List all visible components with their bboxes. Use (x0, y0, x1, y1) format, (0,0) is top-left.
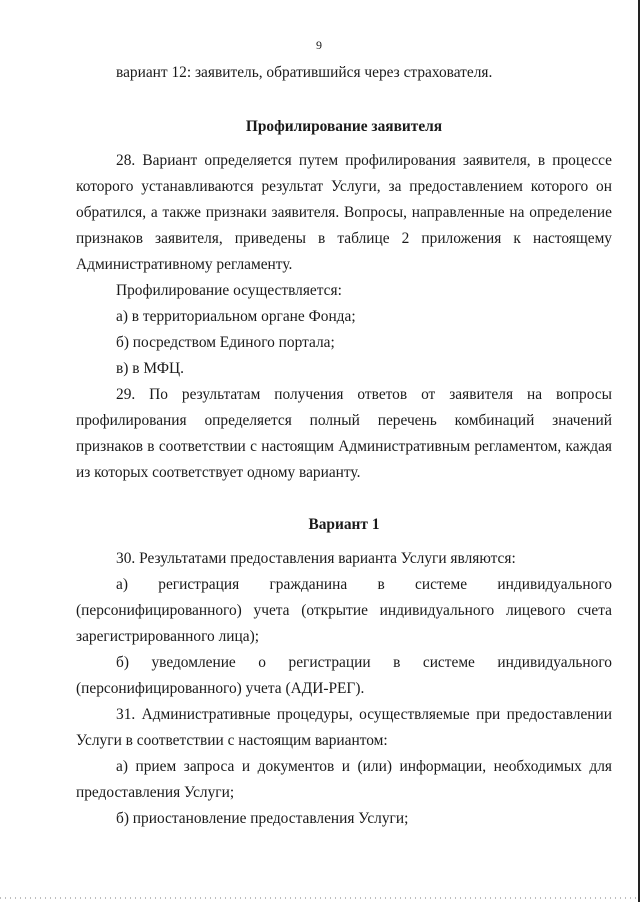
section-heading-profiling: Профилирование заявителя (245, 118, 443, 135)
paragraph-30: 30. Результатами предоставления варианта Услуги являются: (116, 550, 516, 567)
document-body (76, 60, 612, 832)
scan-edge-noise (0, 897, 638, 899)
paragraph-31: 31. Административные процедуры, осуществляемые при предоставлении Услуги в соответствии с настоящим вариантом: (76, 706, 612, 749)
profiling-item-a: а) в территориальном органе Фонда; (116, 308, 356, 325)
paragraph-29: 29. По результатам получения ответов от заявителя на вопросы профилирования определяется полный перечень комбинаций значений признаков в соответствии с настоящим Административным регламентом, каждая из которых соответствует одному варианту. (76, 386, 612, 481)
page-number: 9 (316, 38, 322, 52)
paragraph-31-item-b: б) приостановление предоставления Услуги; (116, 810, 409, 827)
paragraph-30-item-a: а) регистрация гражданина в системе индивидуального (персонифицированного) учета (открытие индивидуального лицевого счета зарегистрированного лица); (76, 576, 612, 645)
profiling-item-c: в) в МФЦ. (116, 360, 184, 377)
paragraph-28: 28. Вариант определяется путем профилирования заявителя, в процессе которого устанавливаются результат Услуги, за предоставлением которого он обратился, а также признаки заявителя. Вопросы, направленные на определение признаков заявителя, приведены в таблице 2 приложения к настоящему Административному регламенту. (76, 152, 612, 273)
paragraph-31-item-a: а) прием запроса и документов и (или) информации, необходимых для предоставления Услуги; (76, 758, 612, 801)
paragraph-30-item-b: б) уведомление о регистрации в системе индивидуального (персонифицированного) учета (АДИ-РЕГ). (76, 654, 612, 697)
profiling-intro: Профилирование осуществляется: (116, 282, 342, 299)
variant-12-line: вариант 12: заявитель, обратившийся через страхователя. (116, 64, 493, 81)
section-heading-variant-1: Вариант 1 (308, 516, 380, 533)
profiling-item-b: б) посредством Единого портала; (116, 334, 335, 351)
